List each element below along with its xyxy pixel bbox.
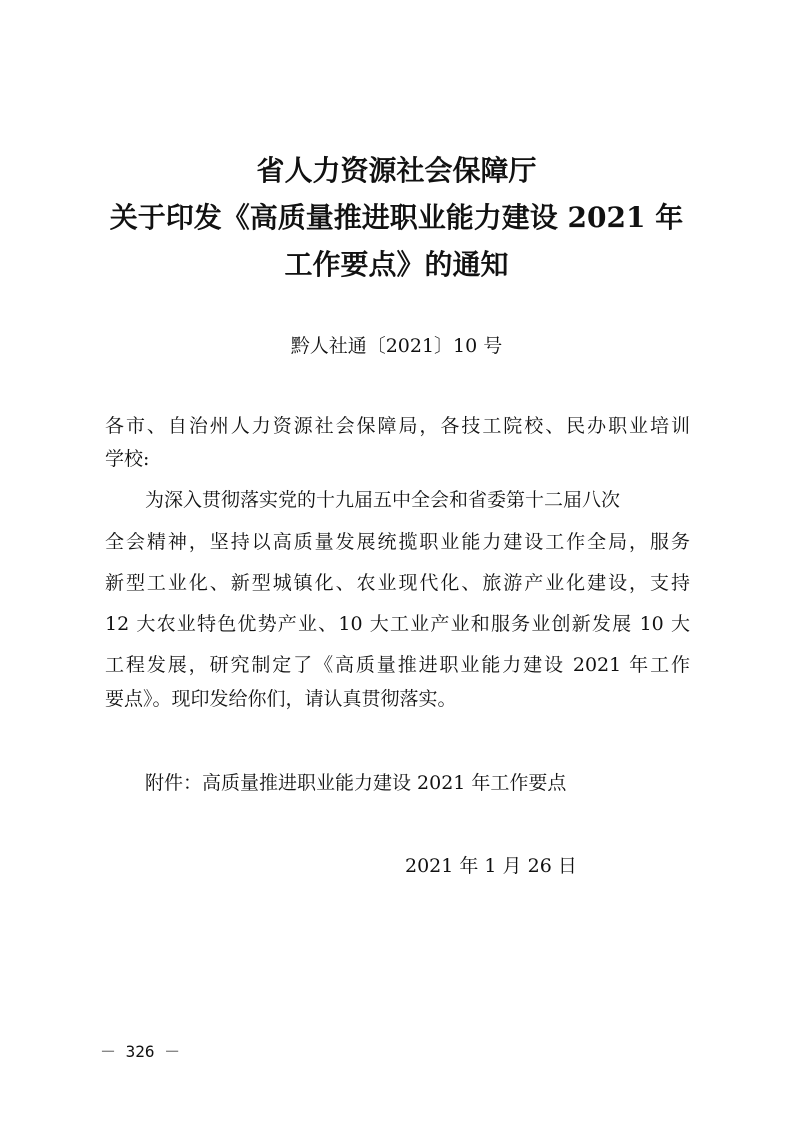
document-title-line-2: 关于印发《高质量推进职业能力建设 2021 年: [109, 201, 684, 234]
body-line-2: 全会精神，坚持以高质量发展统揽职业能力建设工作全局，服务: [105, 531, 690, 553]
document-title-line-3: 工作要点》的通知: [284, 248, 509, 281]
document-date: 2021 年 1 月 26 日: [405, 855, 577, 877]
document-title-line-1: 省人力资源社会保障厅: [256, 154, 537, 187]
document-number: 黔人社通〔2021〕10 号: [290, 335, 503, 357]
salutation-line-1: 各市、自治州人力资源社会保障局，各技工院校、民办职业培训: [105, 415, 690, 437]
page-number: － 326 －: [100, 1042, 181, 1061]
body-line-1: 为深入贯彻落实党的十九届五中全会和省委第十二届八次: [145, 489, 621, 511]
body-line-4: 12 大农业特色优势产业、10 大工业产业和服务业创新发展 10 大: [105, 613, 690, 635]
body-line-5: 工程发展，研究制定了《高质量推进职业能力建设 2021 年工作: [105, 654, 690, 676]
attachment-line: 附件：高质量推进职业能力建设 2021 年工作要点: [145, 772, 567, 794]
salutation-line-2: 学校:: [105, 448, 150, 470]
body-line-3: 新型工业化、新型城镇化、农业现代化、旅游产业化建设，支持: [105, 572, 690, 594]
body-line-6: 要点》。现印发给你们，请认真贯彻落实。: [105, 688, 457, 710]
